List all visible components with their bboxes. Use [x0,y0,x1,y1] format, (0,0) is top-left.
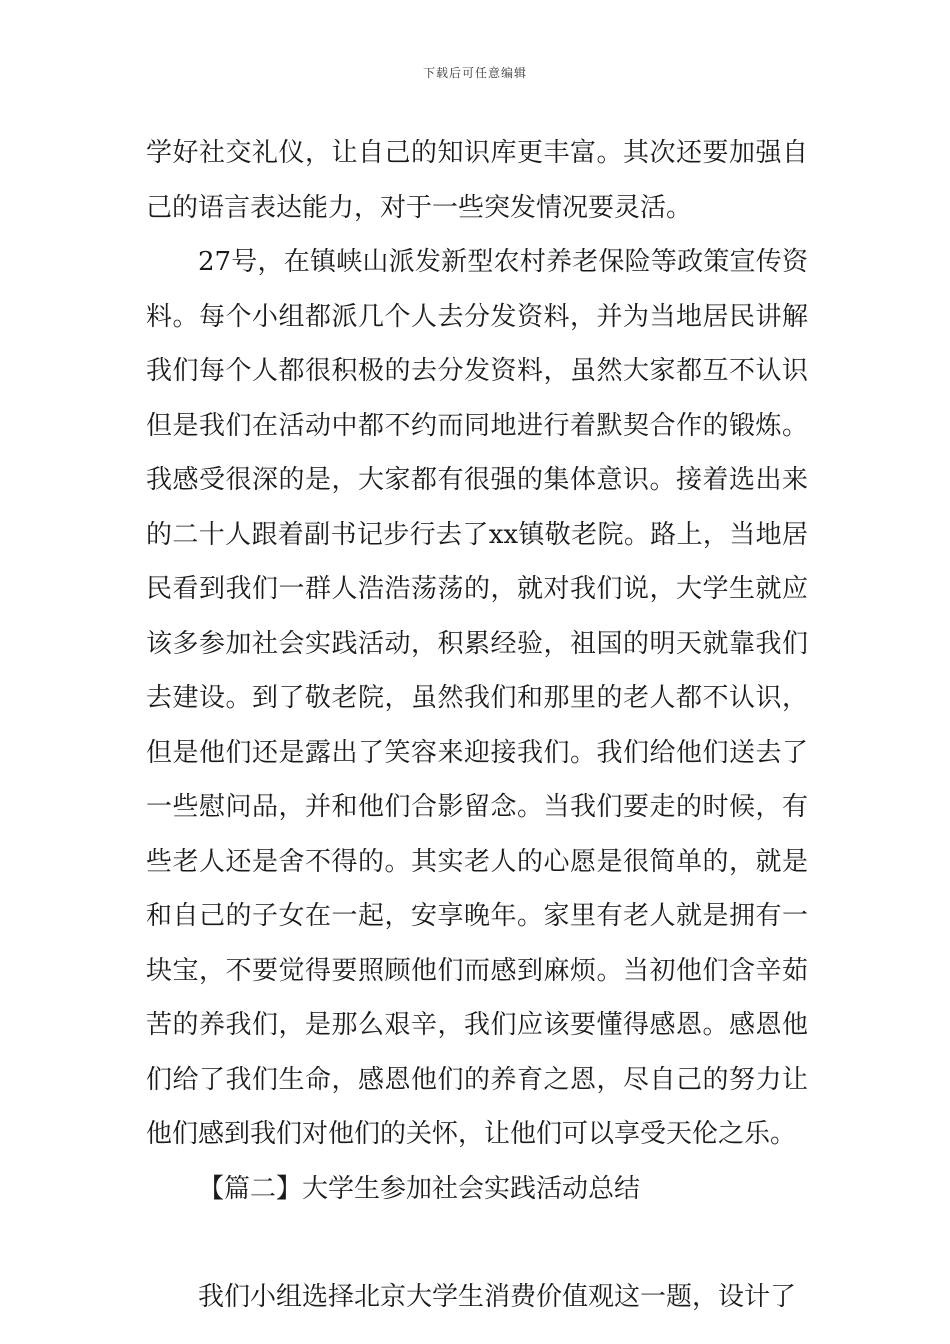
paragraph-gap [146,1216,808,1270]
header-note: 下载后可任意编辑 [422,66,527,80]
paragraph-continuation: 学好社交礼仪，让自己的知识库更丰富。其次还要加强自己的语言表达能力，对于一些突发情况要灵活。 [146,138,808,223]
section-heading: 【篇二】大学生参加社会实践活动总结 [198,1173,641,1204]
paragraph-final: 我们小组选择北京大学生消费价值观这一题，设计了 [198,1282,797,1312]
body-text [146,126,808,1325]
paragraph-activity: 27号，在镇峡山派发新型农村养老保险等政策宣传资料。每个小组都派几个人去分发资料，并为当地居民讲解我们每个人都很积极的去分发资料，虽然大家都互不认识但是我们在活动中都不约而同地进行着默契合作的锻炼。我感受很深的是，大家都有很强的集体意识。接着选出来的二十人跟着副书记步行去了xx镇敬老院。路上，当地居民看到我们一群人浩浩荡荡的，就对我们说，大学生就应该多参加社会实践活动，积累经验，祖国的明天就靠我们去建设。到了敬老院，虽然我们和那里的老人都不认识，但是他们还是露出了笑容来迎接我们。我们给他们送去了一些慰问品，并和他们合影留念。当我们要走的时候，有些老人还是舍不得的。其实老人的心愿是很简单的，就是和自己的子女在一起，安享晚年。家里有老人就是拥有一块宝，不要觉得要照顾他们而感到麻烦。当初他们含辛茹苦的养我们，是那么艰辛，我们应该要懂得感恩。感恩他们给了我们生命，感恩他们的养育之恩，尽自己的努力让他们感到我们对他们的关怀，让他们可以享受天伦之乐。 [146,247,808,1149]
